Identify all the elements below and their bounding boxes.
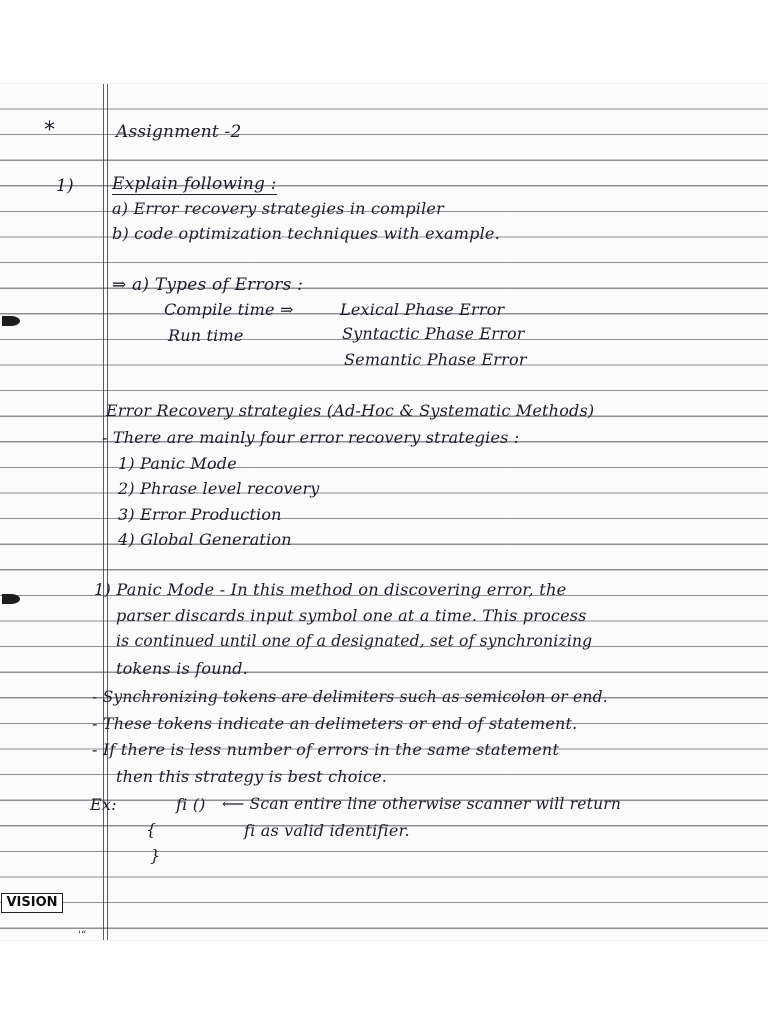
question-part-b: b) code optimization techniques with example.: [112, 224, 500, 243]
brand-logo: VISION: [1, 893, 63, 913]
dash-line-3: - If there is less number of errors in the same statement: [92, 740, 560, 759]
phase-syntactic: Syntactic Phase Error: [342, 324, 525, 343]
panic-line-3: is continued until one of a designated, set of synchronizing: [116, 632, 593, 650]
panic-line-2: parser discards input symbol one at a time. This process: [116, 606, 587, 625]
strategy-item-2: 2) Phrase level recovery: [118, 479, 320, 498]
example-brace-close: }: [150, 846, 161, 865]
phase-lexical: Lexical Phase Error: [340, 300, 505, 319]
types-compile-time: Compile time ⇒: [164, 300, 294, 319]
panic-line-1: 1) Panic Mode - In this method on discovering error, the: [94, 580, 567, 599]
punch-hole-top: [2, 316, 20, 326]
strategies-intro: - There are mainly four error recovery strategies :: [102, 428, 520, 447]
example-note-line-1: ⟵ Scan entire line otherwise scanner will return: [222, 795, 622, 813]
types-run-time: Run time: [168, 326, 244, 345]
strategy-item-4: 4) Global Generation: [118, 530, 292, 549]
strategy-item-1: 1) Panic Mode: [118, 454, 237, 473]
question-number: 1): [56, 176, 74, 196]
example-label: Ex:: [90, 795, 117, 814]
example-code: fi (): [176, 795, 206, 814]
dash-line-4: then this strategy is best choice.: [116, 767, 388, 786]
footer-mark: '“: [78, 930, 87, 941]
panic-line-4: tokens is found.: [116, 659, 248, 678]
star-marker: *: [44, 118, 55, 143]
question-part-a: a) Error recovery strategies in compiler: [112, 199, 444, 218]
dash-line-1: - Synchronizing tokens are delimiters such as semicolon or end.: [92, 688, 608, 706]
dash-line-2: - These tokens indicate an delimeters or end of statement.: [92, 714, 578, 733]
types-heading: ⇒ a) Types of Errors :: [112, 275, 304, 295]
example-brace-open: {: [146, 820, 157, 839]
strategies-heading: Error Recovery strategies (Ad-Hoc & Systematic Methods): [106, 401, 595, 420]
phase-semantic: Semantic Phase Error: [344, 350, 527, 369]
strategy-item-3: 3) Error Production: [118, 505, 282, 524]
example-note-line-2: fi as valid identifier.: [244, 821, 410, 840]
page-title: Assignment -2: [116, 122, 242, 142]
question-intro: Explain following :: [112, 174, 277, 194]
punch-hole-bottom: [2, 594, 20, 604]
